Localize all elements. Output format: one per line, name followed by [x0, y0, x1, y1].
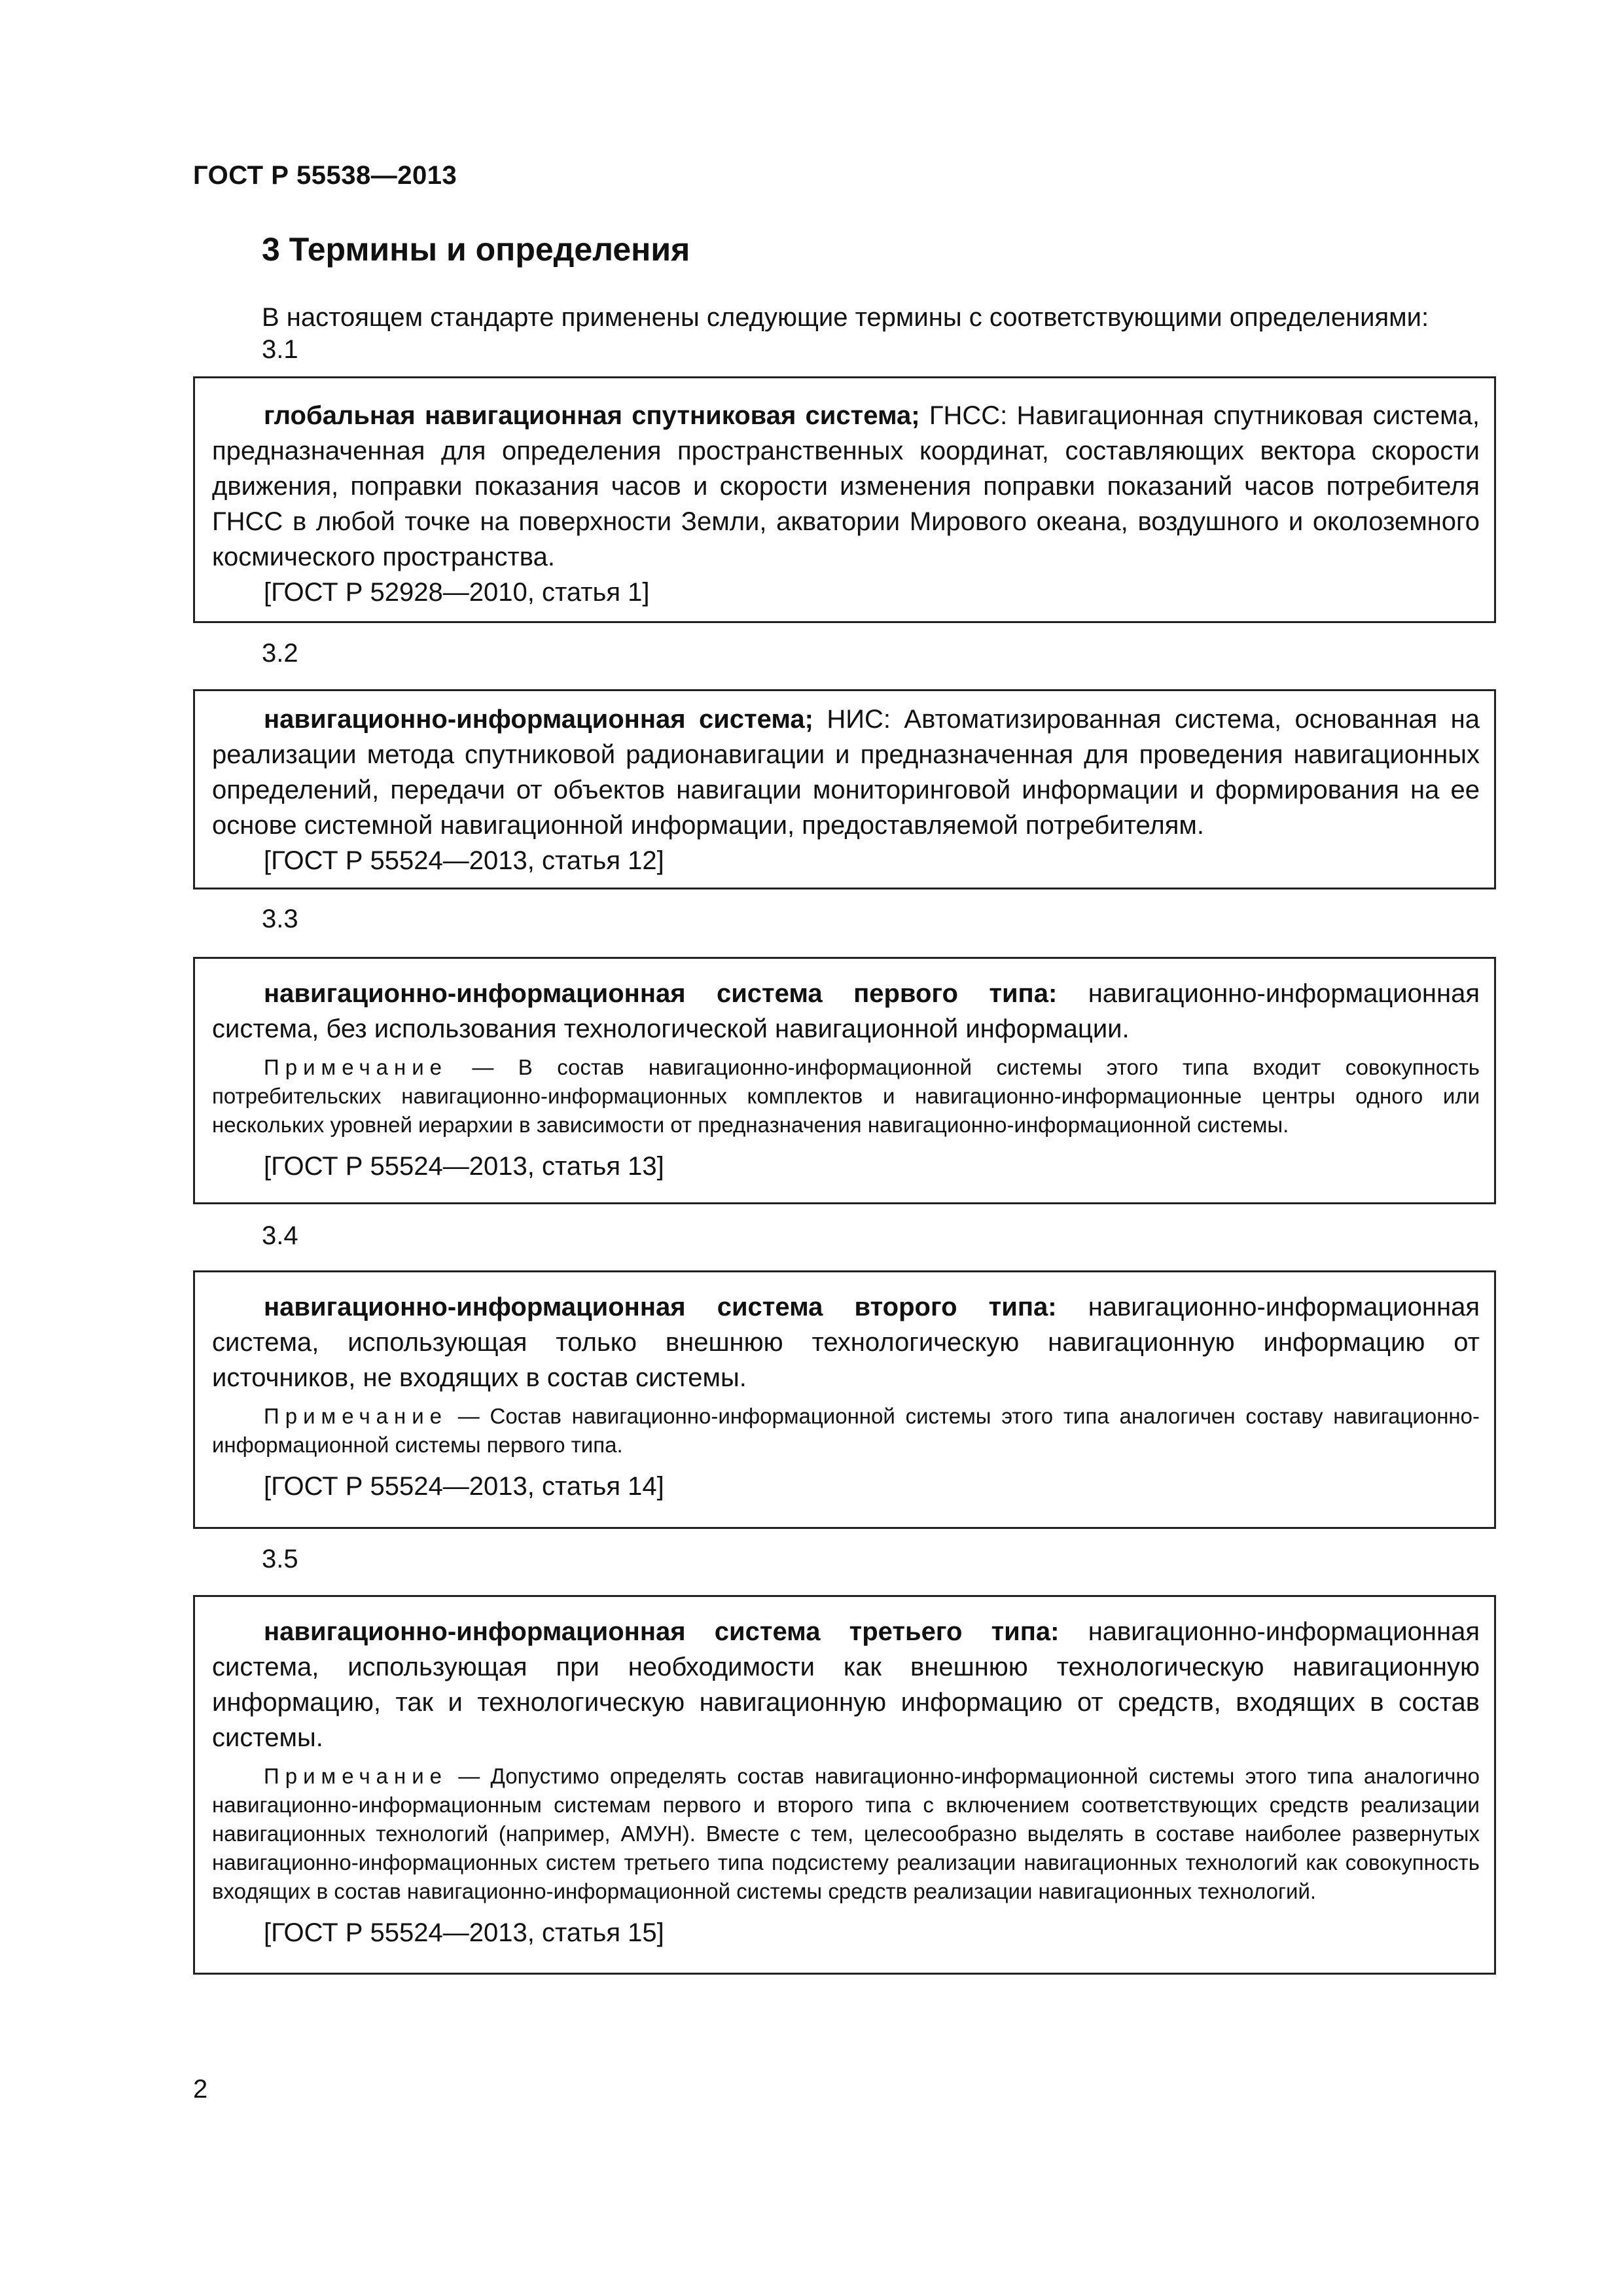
document-header: ГОСТ Р 55538—2013	[193, 161, 457, 190]
term-number: 3.4	[262, 1221, 298, 1250]
term-box	[193, 376, 1496, 623]
note	[212, 1053, 1480, 1139]
note-text: — Допустимо определять состав навигационно-информационной системы этого типа аналогично навигационно-информационным системам первого и второго типа с включением соответствующих средств реализации навигационных технологий (например, АМУН). Вместе с тем, целесообразно выделять в составе наиболее развернутых навигационно-информационных систем третьего типа подсистему реализации навигационных технологий как совокупность входящих в состав навигационно-информационной системы средств реализации навигационных технологий.	[212, 1764, 1480, 1903]
note	[212, 1762, 1480, 1906]
term-name: навигационно-информационная система первого типа:	[264, 979, 1058, 1008]
term-definition	[212, 1289, 1480, 1395]
definition-text: навигационно-информационная система, без использования технологической навигационной информации.	[212, 979, 1480, 1043]
note-label: Примечание	[264, 1404, 448, 1428]
term-box	[193, 1595, 1496, 1975]
source-reference: [ГОСТ Р 52928—2010, статья 1]	[264, 578, 650, 607]
term-number: 3.2	[262, 639, 298, 668]
page-number: 2	[193, 2075, 208, 2104]
section-title: 3 Термины и определения	[262, 231, 690, 268]
term-definition	[212, 976, 1480, 1047]
term-number: 3.5	[262, 1545, 298, 1573]
note-text: — Состав навигационно-информационной системы этого типа аналогичен составу навигационно-информационной системы первого типа.	[212, 1404, 1480, 1457]
term-name: навигационно-информационная система третьего типа:	[264, 1617, 1060, 1646]
term-box	[193, 957, 1496, 1204]
note	[212, 1402, 1480, 1460]
source-reference: [ГОСТ Р 55524—2013, статья 15]	[264, 1918, 664, 1947]
term-definition	[212, 702, 1480, 843]
source-reference: [ГОСТ Р 55524—2013, статья 14]	[264, 1472, 664, 1501]
note-label: Примечание	[264, 1764, 448, 1788]
source-reference: [ГОСТ Р 55524—2013, статья 12]	[264, 846, 664, 875]
term-number: 3.1	[262, 335, 298, 364]
definition-text: НИС: Автоматизированная система, основанная на реализации метода спутниковой радионавигации и предназначенная для проведения навигационных определений, передачи от объектов навигации мониторинговой информации и формирования на ее основе системной навигационной информации, предоставляемой потребителям.	[212, 705, 1480, 840]
term-definition	[212, 398, 1480, 575]
term-number: 3.3	[262, 905, 298, 933]
term-name: навигационно-информационная система второго типа:	[264, 1293, 1057, 1321]
definition-text: навигационно-информационная система, использующая при необходимости как внешнюю технологическую навигационную информацию, так и технологическую навигационную информацию от средств, входящих в состав системы.	[212, 1617, 1480, 1752]
intro-text: В настоящем стандарте применены следующие термины с соответствующими определениями:	[262, 303, 1429, 332]
term-box	[193, 1270, 1496, 1529]
definition-text: навигационно-информационная система, использующая только внешнюю технологическую навигационную информацию от источников, не входящих в состав системы.	[212, 1293, 1480, 1392]
note-text: — В состав навигационно-информационной системы этого типа входит совокупность потребительских навигационно-информационных комплектов и навигационно-информационные центры одного или нескольких уровней иерархии в зависимости от предназначения навигационно-информационной системы.	[212, 1055, 1480, 1137]
term-definition	[212, 1614, 1480, 1755]
note-label: Примечание	[264, 1055, 448, 1079]
term-name: навигационно-информационная система;	[264, 705, 813, 734]
term-box	[193, 689, 1496, 889]
definition-text: ГНСС: Навигационная спутниковая система, предназначенная для определения пространственных координат, составляющих вектора скорости движения, поправки показания часов и скорости изменения поправки показаний часов потребителя ГНСС в любой точке на поверхности Земли, акватории Мирового океана, воздушного и околоземного космического пространства.	[212, 401, 1480, 571]
term-name: глобальная навигационная спутниковая система;	[264, 401, 920, 430]
source-reference: [ГОСТ Р 55524—2013, статья 13]	[264, 1152, 664, 1181]
